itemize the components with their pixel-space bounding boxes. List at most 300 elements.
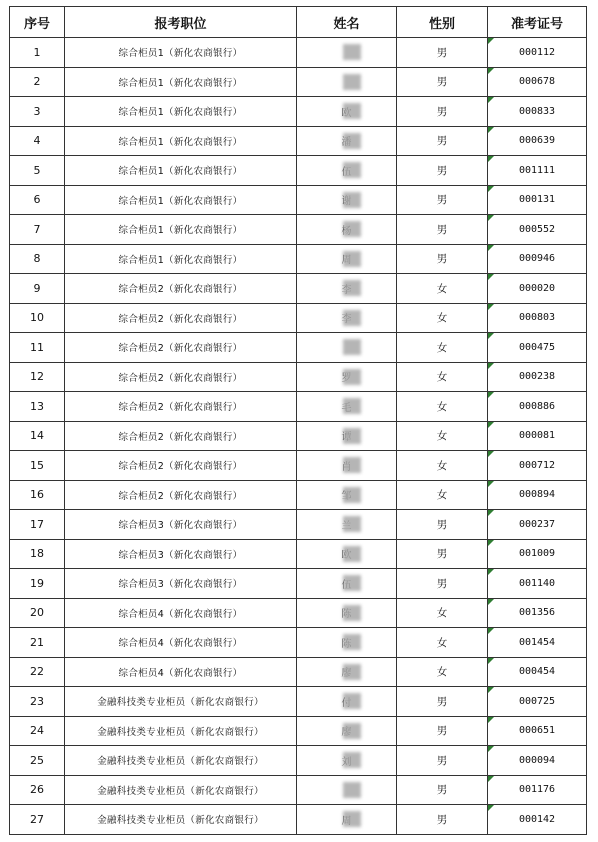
cell-position-text: 综合柜员1（新化农商银行）	[118, 195, 243, 207]
name-redaction-blur	[343, 369, 361, 385]
comment-marker-icon	[488, 38, 494, 44]
cell-gender	[397, 215, 488, 245]
cell-position	[65, 67, 297, 97]
table-row	[10, 67, 587, 97]
cell-name	[297, 746, 397, 776]
table-row	[10, 775, 587, 805]
cell-exam-id	[488, 97, 587, 127]
cell-position	[65, 539, 297, 569]
cell-exam-id-text: 000639	[518, 135, 556, 147]
table-row	[10, 539, 587, 569]
cell-position	[65, 510, 297, 540]
cell-gender-text: 女	[436, 430, 448, 443]
cell-exam-id	[488, 392, 587, 422]
comment-marker-icon	[488, 186, 494, 192]
cell-gender	[397, 126, 488, 156]
table-row	[10, 215, 587, 245]
cell-no-text: 19	[30, 576, 44, 590]
table-row	[10, 805, 587, 835]
cell-exam-id-text: 000238	[518, 371, 556, 383]
cell-gender	[397, 156, 488, 186]
name-redaction-blur	[343, 162, 361, 178]
table-row	[10, 244, 587, 274]
cell-name	[297, 510, 397, 540]
cell-gender	[397, 657, 488, 687]
table-row	[10, 362, 587, 392]
cell-name	[297, 215, 397, 245]
cell-gender	[397, 97, 488, 127]
cell-exam-id-text: 001140	[518, 577, 556, 589]
cell-no-text: 7	[33, 222, 41, 236]
cell-gender	[397, 451, 488, 481]
cell-position	[65, 274, 297, 304]
cell-gender-text: 女	[436, 400, 448, 413]
table-row	[10, 126, 587, 156]
cell-name	[297, 628, 397, 658]
cell-gender	[397, 628, 488, 658]
cell-name	[297, 97, 397, 127]
cell-gender	[397, 362, 488, 392]
cell-gender-text: 男	[436, 725, 448, 738]
candidate-list-sheet	[9, 6, 586, 835]
cell-gender	[397, 775, 488, 805]
cell-gender	[397, 539, 488, 569]
cell-name	[297, 451, 397, 481]
cell-gender	[397, 805, 488, 835]
cell-gender-text: 男	[436, 784, 448, 797]
table-row	[10, 598, 587, 628]
cell-gender-text: 女	[436, 341, 448, 354]
cell-no-text: 11	[30, 340, 44, 354]
name-redaction-blur	[343, 546, 361, 562]
cell-no-text: 16	[30, 488, 44, 502]
name-redaction-blur	[343, 221, 361, 237]
cell-gender-text: 女	[436, 459, 448, 472]
cell-gender-text: 女	[436, 489, 448, 502]
cell-position	[65, 185, 297, 215]
cell-gender-text: 男	[436, 754, 448, 767]
cell-position-text: 金融科技类专业柜员（新化农商银行）	[97, 756, 264, 768]
cell-exam-id-text: 000552	[518, 223, 556, 235]
comment-marker-icon	[488, 569, 494, 575]
cell-position	[65, 97, 297, 127]
name-redaction-blur	[343, 280, 361, 296]
cell-exam-id	[488, 303, 587, 333]
cell-no-text: 17	[30, 517, 44, 531]
cell-no-text: 23	[30, 694, 44, 708]
cell-exam-id	[488, 362, 587, 392]
cell-exam-id	[488, 156, 587, 186]
cell-gender-text: 男	[436, 577, 448, 590]
cell-exam-id-text: 000131	[518, 194, 556, 206]
cell-exam-id	[488, 746, 587, 776]
comment-marker-icon	[488, 422, 494, 428]
cell-exam-id	[488, 569, 587, 599]
cell-gender	[397, 480, 488, 510]
cell-no	[10, 716, 65, 746]
cell-position-text: 金融科技类专业柜员（新化农商银行）	[97, 726, 264, 738]
comment-marker-icon	[488, 68, 494, 74]
cell-exam-id	[488, 480, 587, 510]
cell-exam-id-text: 001356	[518, 607, 556, 619]
comment-marker-icon	[488, 776, 494, 782]
comment-marker-icon	[488, 805, 494, 811]
cell-position	[65, 303, 297, 333]
cell-position-text: 综合柜员2（新化农商银行）	[118, 402, 243, 414]
cell-position-text: 综合柜员1（新化农商银行）	[118, 77, 243, 89]
cell-position	[65, 775, 297, 805]
cell-no	[10, 274, 65, 304]
name-redaction-blur	[343, 693, 361, 709]
name-redaction-blur	[343, 192, 361, 208]
cell-no	[10, 510, 65, 540]
cell-exam-id	[488, 539, 587, 569]
cell-exam-id-text: 000894	[518, 489, 556, 501]
cell-no-text: 10	[30, 311, 44, 325]
cell-no	[10, 628, 65, 658]
cell-position-text: 综合柜员4（新化农商银行）	[118, 667, 243, 679]
cell-position-text: 综合柜员3（新化农商银行）	[118, 579, 243, 591]
cell-no-text: 2	[33, 75, 41, 89]
cell-no	[10, 97, 65, 127]
cell-position	[65, 451, 297, 481]
cell-position-text: 金融科技类专业柜员（新化农商银行）	[97, 785, 264, 797]
cell-position-text: 综合柜员2（新化农商银行）	[118, 343, 243, 355]
cell-exam-id	[488, 421, 587, 451]
cell-no	[10, 67, 65, 97]
name-redaction-blur	[343, 516, 361, 532]
name-redaction-blur	[343, 664, 361, 680]
header-gender: 性别	[397, 7, 488, 38]
table-row	[10, 333, 587, 363]
table-row	[10, 185, 587, 215]
cell-no-text: 9	[33, 281, 41, 295]
cell-gender-text: 男	[436, 194, 448, 207]
cell-gender-text: 男	[436, 518, 448, 531]
cell-gender-text: 男	[436, 135, 448, 148]
cell-position	[65, 421, 297, 451]
cell-name	[297, 126, 397, 156]
comment-marker-icon	[488, 363, 494, 369]
table-row	[10, 451, 587, 481]
table-row	[10, 303, 587, 333]
table-row	[10, 569, 587, 599]
cell-position	[65, 362, 297, 392]
cell-gender	[397, 421, 488, 451]
name-redaction-blur	[343, 575, 361, 591]
cell-position	[65, 215, 297, 245]
cell-position-text: 综合柜员2（新化农商银行）	[118, 313, 243, 325]
cell-exam-id-text: 001454	[518, 636, 556, 648]
cell-gender-text: 男	[436, 548, 448, 561]
cell-no-text: 14	[30, 429, 44, 443]
cell-name	[297, 303, 397, 333]
cell-position	[65, 156, 297, 186]
cell-no	[10, 775, 65, 805]
cell-no	[10, 421, 65, 451]
name-redaction-blur	[343, 811, 361, 827]
cell-exam-id-text: 000651	[518, 725, 556, 737]
cell-position-text: 综合柜员1（新化农商银行）	[118, 254, 243, 266]
cell-gender	[397, 38, 488, 68]
cell-no	[10, 392, 65, 422]
cell-exam-id	[488, 657, 587, 687]
table-row	[10, 421, 587, 451]
cell-no-text: 20	[30, 606, 44, 620]
cell-exam-id-text: 000725	[518, 695, 556, 707]
cell-exam-id	[488, 333, 587, 363]
comment-marker-icon	[488, 658, 494, 664]
name-redaction-blur	[343, 428, 361, 444]
cell-gender-text: 男	[436, 76, 448, 89]
name-redaction-blur	[343, 74, 361, 90]
cell-exam-id-text: 001111	[518, 164, 556, 176]
cell-gender	[397, 274, 488, 304]
comment-marker-icon	[488, 274, 494, 280]
cell-no-text: 21	[30, 635, 44, 649]
cell-position-text: 综合柜员2（新化农商银行）	[118, 372, 243, 384]
name-redaction-blur	[343, 782, 361, 798]
cell-no-text: 27	[30, 812, 44, 826]
name-redaction-blur	[343, 723, 361, 739]
cell-no	[10, 244, 65, 274]
cell-position-text: 综合柜员2（新化农商银行）	[118, 461, 243, 473]
cell-exam-id-text: 000020	[518, 282, 556, 294]
header-no: 序号	[10, 7, 65, 38]
cell-name	[297, 687, 397, 717]
cell-name	[297, 539, 397, 569]
cell-gender-text: 女	[436, 607, 448, 620]
name-redaction-blur	[343, 398, 361, 414]
comment-marker-icon	[488, 245, 494, 251]
cell-no-text: 15	[30, 458, 44, 472]
cell-gender	[397, 687, 488, 717]
cell-no	[10, 657, 65, 687]
table-row	[10, 392, 587, 422]
cell-no-text: 8	[33, 252, 41, 266]
cell-gender	[397, 598, 488, 628]
table-row	[10, 38, 587, 68]
cell-gender	[397, 244, 488, 274]
cell-exam-id-text: 000112	[518, 46, 556, 58]
cell-exam-id-text: 000833	[518, 105, 556, 117]
cell-name	[297, 569, 397, 599]
cell-exam-id	[488, 628, 587, 658]
header-name: 姓名	[297, 7, 397, 38]
cell-position-text: 综合柜员3（新化农商银行）	[118, 549, 243, 561]
cell-gender-text: 女	[436, 371, 448, 384]
header-position: 报考职位	[65, 7, 297, 38]
cell-no	[10, 215, 65, 245]
cell-no	[10, 598, 65, 628]
cell-no	[10, 569, 65, 599]
cell-gender	[397, 67, 488, 97]
comment-marker-icon	[488, 451, 494, 457]
cell-name	[297, 67, 397, 97]
cell-position	[65, 746, 297, 776]
cell-gender-text: 男	[436, 105, 448, 118]
cell-exam-id	[488, 38, 587, 68]
cell-exam-id	[488, 215, 587, 245]
cell-no	[10, 38, 65, 68]
cell-name	[297, 480, 397, 510]
cell-no-text: 13	[30, 399, 44, 413]
table-row	[10, 657, 587, 687]
name-redaction-blur	[343, 133, 361, 149]
cell-no-text: 18	[30, 547, 44, 561]
table-row	[10, 510, 587, 540]
table-row	[10, 687, 587, 717]
cell-name	[297, 274, 397, 304]
cell-exam-id-text: 001176	[518, 784, 556, 796]
comment-marker-icon	[488, 215, 494, 221]
table-row	[10, 274, 587, 304]
cell-exam-id-text: 000142	[518, 813, 556, 825]
table-row	[10, 156, 587, 186]
cell-gender-text: 男	[436, 223, 448, 236]
cell-no-text: 3	[33, 104, 41, 118]
cell-position-text: 综合柜员2（新化农商银行）	[118, 490, 243, 502]
cell-position	[65, 657, 297, 687]
cell-exam-id	[488, 185, 587, 215]
cell-position-text: 金融科技类专业柜员（新化农商银行）	[97, 697, 264, 709]
cell-gender	[397, 333, 488, 363]
cell-position	[65, 687, 297, 717]
cell-exam-id	[488, 67, 587, 97]
cell-position	[65, 392, 297, 422]
cell-no	[10, 539, 65, 569]
comment-marker-icon	[488, 717, 494, 723]
cell-position	[65, 333, 297, 363]
table-row	[10, 480, 587, 510]
cell-no	[10, 185, 65, 215]
name-redaction-blur	[343, 310, 361, 326]
cell-gender-text: 男	[436, 164, 448, 177]
cell-exam-id-text: 000678	[518, 76, 556, 88]
cell-no	[10, 451, 65, 481]
header-row	[10, 7, 587, 38]
comment-marker-icon	[488, 127, 494, 133]
cell-position	[65, 628, 297, 658]
cell-gender-text: 男	[436, 253, 448, 266]
cell-no-text: 4	[33, 134, 41, 148]
cell-gender-text: 男	[436, 46, 448, 59]
cell-gender	[397, 746, 488, 776]
name-redaction-blur	[343, 339, 361, 355]
cell-exam-id-text: 000454	[518, 666, 556, 678]
cell-position-text: 综合柜员1（新化农商银行）	[118, 166, 243, 178]
table-row	[10, 746, 587, 776]
cell-position-text: 综合柜员1（新化农商银行）	[118, 225, 243, 237]
cell-name	[297, 185, 397, 215]
cell-name	[297, 716, 397, 746]
cell-gender	[397, 303, 488, 333]
cell-no	[10, 480, 65, 510]
name-redaction-blur	[343, 634, 361, 650]
cell-exam-id-text: 000886	[518, 400, 556, 412]
cell-name	[297, 421, 397, 451]
cell-exam-id-text: 000237	[518, 518, 556, 530]
name-redaction-blur	[343, 605, 361, 621]
cell-position-text: 综合柜员4（新化农商银行）	[118, 608, 243, 620]
cell-no-text: 12	[30, 370, 44, 384]
cell-name	[297, 392, 397, 422]
cell-gender-text: 女	[436, 312, 448, 325]
cell-no	[10, 303, 65, 333]
cell-no	[10, 687, 65, 717]
cell-exam-id	[488, 510, 587, 540]
name-redaction-blur	[343, 752, 361, 768]
cell-exam-id	[488, 687, 587, 717]
comment-marker-icon	[488, 304, 494, 310]
comment-marker-icon	[488, 481, 494, 487]
cell-no	[10, 126, 65, 156]
name-redaction-blur	[343, 457, 361, 473]
cell-position	[65, 126, 297, 156]
table-row	[10, 716, 587, 746]
cell-exam-id-text: 000094	[518, 754, 556, 766]
cell-position	[65, 480, 297, 510]
comment-marker-icon	[488, 510, 494, 516]
table-row	[10, 628, 587, 658]
cell-name	[297, 156, 397, 186]
table-body	[10, 38, 587, 835]
cell-name	[297, 362, 397, 392]
cell-exam-id-text: 000475	[518, 341, 556, 353]
cell-gender	[397, 392, 488, 422]
name-redaction-blur	[343, 44, 361, 60]
cell-exam-id	[488, 805, 587, 835]
cell-name	[297, 775, 397, 805]
cell-no-text: 25	[30, 753, 44, 767]
cell-exam-id	[488, 126, 587, 156]
comment-marker-icon	[488, 599, 494, 605]
cell-gender-text: 男	[436, 695, 448, 708]
cell-gender-text: 男	[436, 813, 448, 826]
cell-gender-text: 女	[436, 282, 448, 295]
cell-gender	[397, 510, 488, 540]
table-row	[10, 97, 587, 127]
cell-position-text: 综合柜员2（新化农商银行）	[118, 284, 243, 296]
cell-exam-id	[488, 598, 587, 628]
cell-position-text: 综合柜员4（新化农商银行）	[118, 638, 243, 650]
cell-name	[297, 657, 397, 687]
cell-no-text: 5	[33, 163, 41, 177]
cell-name	[297, 805, 397, 835]
cell-exam-id	[488, 451, 587, 481]
cell-exam-id	[488, 775, 587, 805]
cell-position-text: 综合柜员1（新化农商银行）	[118, 136, 243, 148]
cell-position	[65, 598, 297, 628]
cell-name	[297, 38, 397, 68]
cell-name	[297, 333, 397, 363]
comment-marker-icon	[488, 628, 494, 634]
cell-position	[65, 716, 297, 746]
comment-marker-icon	[488, 687, 494, 693]
cell-exam-id	[488, 716, 587, 746]
comment-marker-icon	[488, 392, 494, 398]
comment-marker-icon	[488, 156, 494, 162]
cell-position-text: 综合柜员2（新化农商银行）	[118, 431, 243, 443]
cell-no-text: 26	[30, 783, 44, 797]
name-redaction-blur	[343, 487, 361, 503]
cell-position-text: 综合柜员1（新化农商银行）	[118, 48, 243, 60]
cell-gender-text: 女	[436, 636, 448, 649]
cell-no-text: 22	[30, 665, 44, 679]
cell-no-text: 1	[33, 45, 41, 59]
cell-position-text: 综合柜员3（新化农商银行）	[118, 520, 243, 532]
cell-name	[297, 244, 397, 274]
